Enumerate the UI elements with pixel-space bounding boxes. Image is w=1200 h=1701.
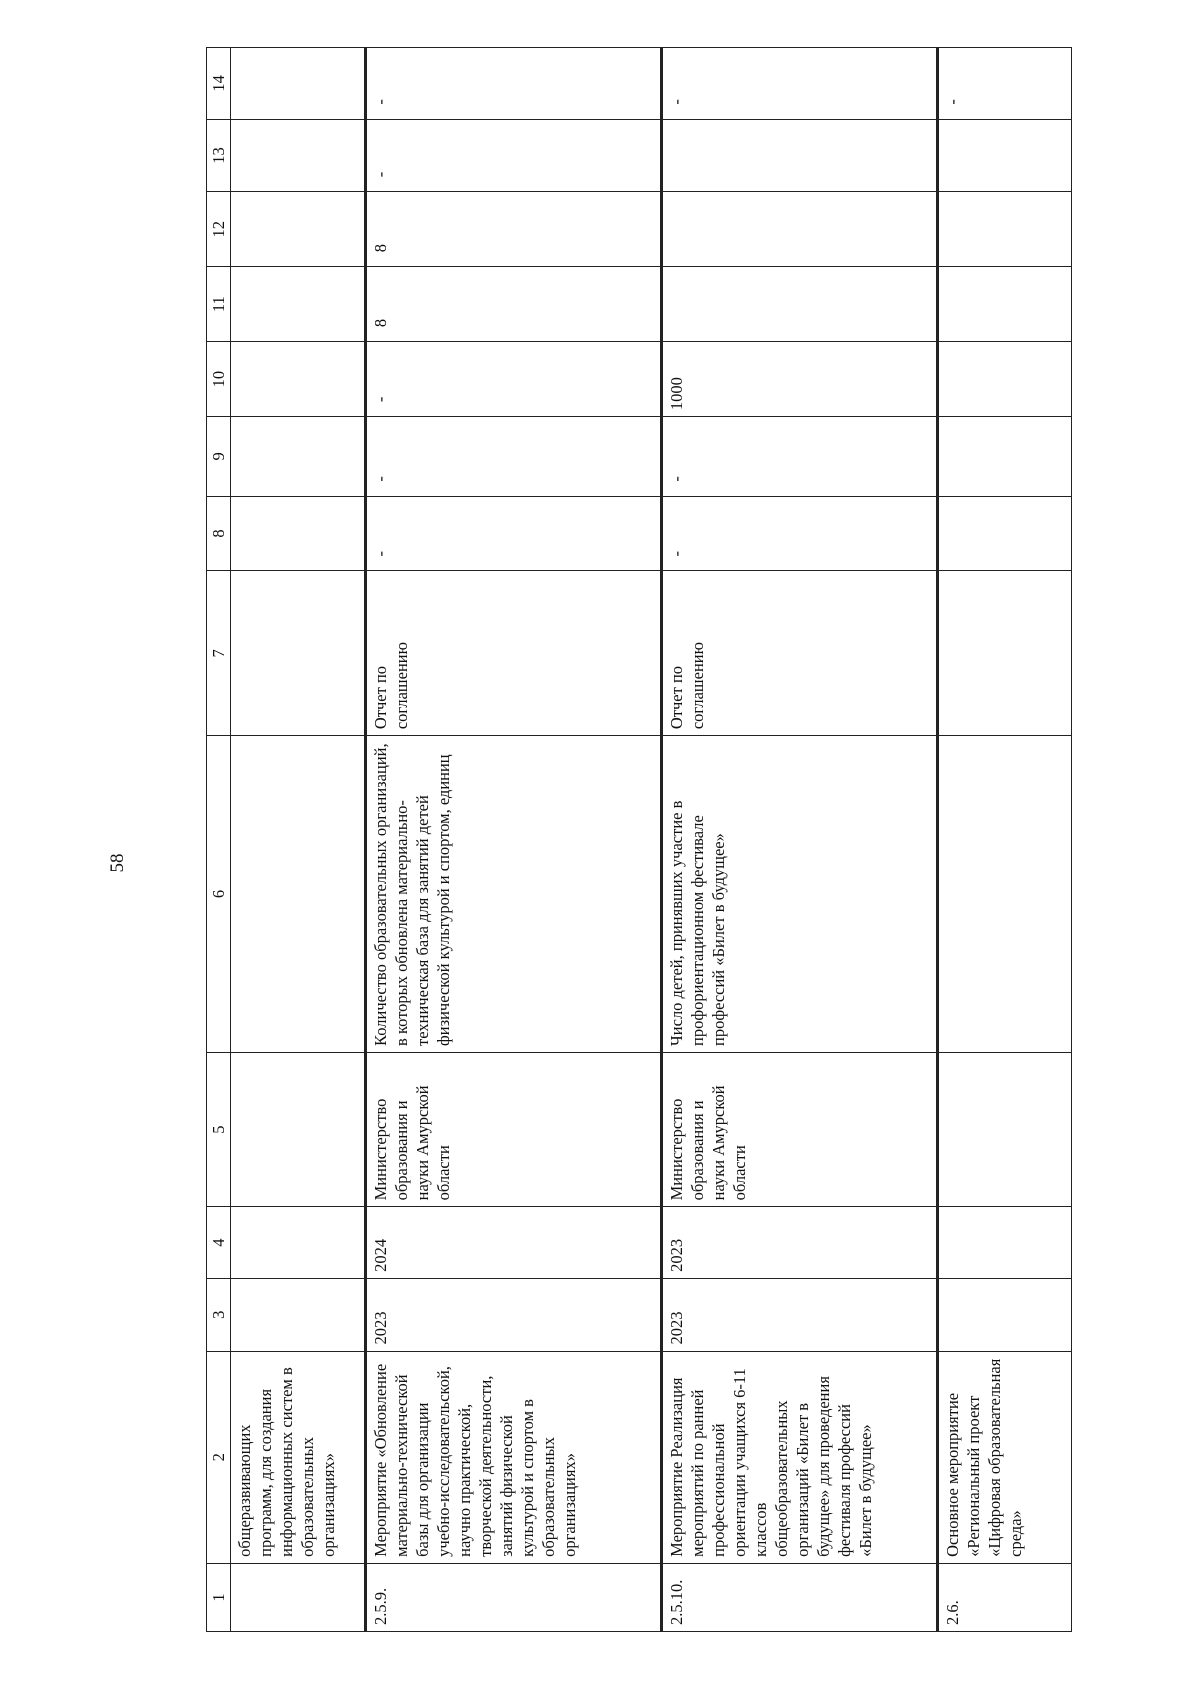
cell-value: - <box>366 342 662 417</box>
cell-number: 2.6. <box>938 1563 1072 1631</box>
cell-source <box>231 571 366 736</box>
table-row <box>662 48 938 1632</box>
header-cell: 4 <box>207 1207 231 1279</box>
header-cell: 12 <box>207 192 231 267</box>
cell-start-year: 2023 <box>662 1278 938 1351</box>
cell-value: 8 <box>366 192 662 267</box>
header-cell: 7 <box>207 571 231 736</box>
cell-value <box>662 192 938 267</box>
cell-value: - <box>366 417 662 496</box>
cell-executor <box>938 1052 1072 1206</box>
cell-value: - <box>662 417 938 496</box>
cell-start-year <box>938 1278 1072 1351</box>
cell-measure-name: Мероприятие Реализация мероприятий по ранней профессиональной ориентации учащихся 6-11 классов общеобразовательных организаций «Билет в будущее» для проведения фестиваля профессий «Билет в будущее» <box>662 1351 938 1563</box>
cell-value <box>231 48 366 120</box>
page-number: 58 <box>107 853 128 873</box>
cell-value <box>938 119 1072 192</box>
header-cell: 9 <box>207 417 231 496</box>
cell-value: - <box>662 48 938 120</box>
cell-value <box>938 496 1072 571</box>
cell-value <box>662 119 938 192</box>
header-cell: 6 <box>207 736 231 1053</box>
cell-measure-name: Мероприятие «Обновление материально-технической базы для организации учебно-исследовательской, научно практической, творческой деятельности, занятий физической культурой и спортом в образовательных организациях» <box>366 1351 662 1563</box>
table-row <box>231 48 366 1632</box>
cell-value: 1000 <box>662 342 938 417</box>
cell-indicator: Число детей, принявших участие в профориентационном фестивале профессий «Билет в будущее» <box>662 736 938 1053</box>
program-measures-table <box>206 47 1072 1632</box>
cell-measure-name: общеразвивающих программ, для создания информационных систем в образовательных организациях» <box>231 1351 366 1563</box>
header-cell: 5 <box>207 1052 231 1206</box>
cell-start-year <box>231 1278 366 1351</box>
cell-executor: Министерство образования и науки Амурской области <box>366 1052 662 1206</box>
header-cell: 1 <box>207 1563 231 1631</box>
header-cell: 3 <box>207 1278 231 1351</box>
cell-value <box>938 267 1072 342</box>
header-cell: 8 <box>207 496 231 571</box>
cell-value: - <box>938 48 1072 120</box>
cell-source: Отчет по соглашению <box>662 571 938 736</box>
cell-number <box>231 1563 366 1631</box>
cell-end-year: 2024 <box>366 1207 662 1279</box>
cell-value <box>938 342 1072 417</box>
cell-value <box>231 342 366 417</box>
cell-source <box>938 571 1072 736</box>
cell-indicator: Количество образовательных организаций, в которых обновлена материально-техническая база для занятий детей физической культурой и спортом, единиц <box>366 736 662 1053</box>
cell-value <box>231 417 366 496</box>
cell-value: 8 <box>366 267 662 342</box>
header-cell: 13 <box>207 119 231 192</box>
cell-measure-name: Основное мероприятие «Региональный проект «Цифровая образовательная среда» <box>938 1351 1072 1563</box>
cell-end-year: 2023 <box>662 1207 938 1279</box>
cell-value: - <box>366 48 662 120</box>
table-row <box>938 48 1072 1632</box>
cell-value: - <box>662 496 938 571</box>
cell-value: - <box>366 496 662 571</box>
header-cell: 2 <box>207 1351 231 1563</box>
cell-number: 2.5.9. <box>366 1563 662 1631</box>
table-row <box>366 48 662 1632</box>
cell-indicator <box>231 736 366 1053</box>
cell-value <box>938 417 1072 496</box>
cell-start-year: 2023 <box>366 1278 662 1351</box>
header-cell: 14 <box>207 48 231 120</box>
cell-value <box>938 192 1072 267</box>
cell-value: - <box>366 119 662 192</box>
cell-end-year <box>938 1207 1072 1279</box>
cell-value <box>662 267 938 342</box>
table-header-row <box>207 48 231 1632</box>
cell-value <box>231 267 366 342</box>
cell-value <box>231 192 366 267</box>
cell-indicator <box>938 736 1072 1053</box>
cell-executor <box>231 1052 366 1206</box>
cell-executor: Министерство образования и науки Амурской области <box>662 1052 938 1206</box>
cell-value <box>231 119 366 192</box>
rotated-table-container <box>206 47 1059 1632</box>
cell-source: Отчет по соглашению <box>366 571 662 736</box>
header-cell: 10 <box>207 342 231 417</box>
cell-number: 2.5.10. <box>662 1563 938 1631</box>
cell-value <box>231 496 366 571</box>
cell-end-year <box>231 1207 366 1279</box>
header-cell: 11 <box>207 267 231 342</box>
